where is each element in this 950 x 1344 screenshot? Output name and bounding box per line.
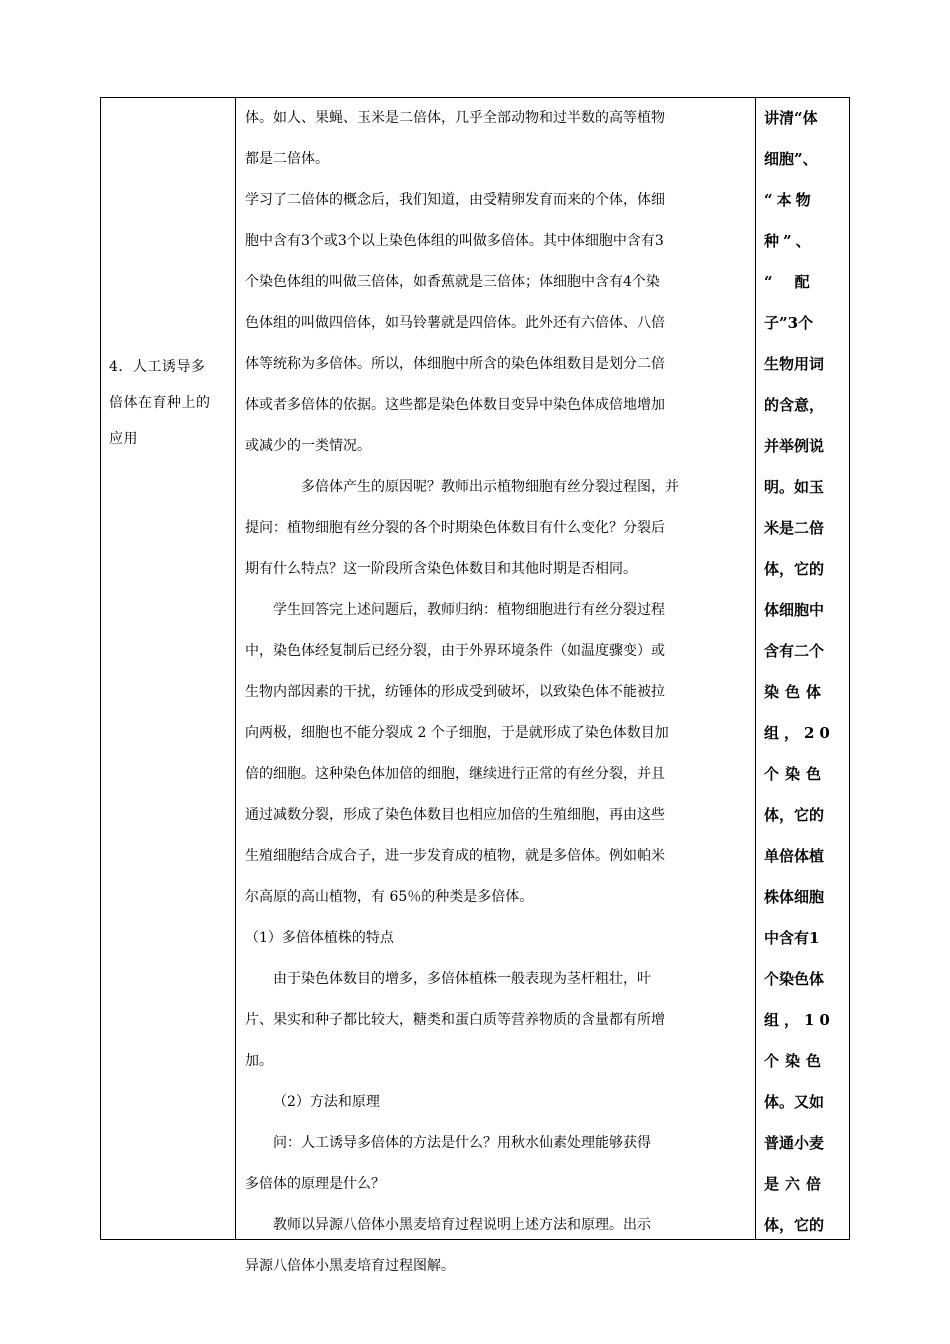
column-divider xyxy=(235,98,236,1239)
content-line: 体或者多倍体的依据。这些都是染色体数目变异中染色体成倍地增加 xyxy=(245,397,665,413)
topic-line: 倍体在育种上的 xyxy=(109,395,211,411)
note-line: 生物用词 xyxy=(764,355,825,373)
subheading: （1）多倍体植株的特点 xyxy=(245,930,394,946)
note-line: “本物 xyxy=(764,191,815,209)
note-line: 普通小麦 xyxy=(764,1134,825,1152)
teacher-notes-cell xyxy=(764,98,844,1246)
note-line: 并举例说 xyxy=(764,437,825,455)
note-line: 种”、 xyxy=(764,232,815,250)
note-line: 体，它的 xyxy=(764,1216,825,1234)
note-line: 组，20 xyxy=(764,724,835,742)
content-line: 个染色体组的叫做三倍体，如香蕉就是三倍体；体细胞中含有4个染 xyxy=(245,274,660,290)
content-line: 多倍体的原理是什么？ xyxy=(245,1176,385,1192)
content-line: 胞中含有3个或3个以上染色体组的叫做多倍体。其中体细胞中含有3 xyxy=(245,233,664,249)
content-line: 生殖细胞结合成合子，进一步发育成的植物，就是多倍体。例如帕米 xyxy=(245,848,665,864)
note-line: 明。如玉 xyxy=(764,478,825,496)
note-line: “配 xyxy=(764,273,832,291)
content-line: 体等统称为多倍体。所以，体细胞中所含的染色体组数目是划分二倍 xyxy=(245,356,665,372)
note-line: 是六倍 xyxy=(764,1175,828,1193)
note-line: 讲清“体 xyxy=(764,109,818,127)
note-line: 株体细胞 xyxy=(764,888,825,906)
content-line: 倍的细胞。这种染色体加倍的细胞，继续进行正常的有丝分裂，并且 xyxy=(245,766,665,782)
content-line: 通过减数分裂，形成了染色体数目也相应加倍的生殖细胞，再由这些 xyxy=(245,807,665,823)
topic-line: 4．人工诱导多 xyxy=(109,359,206,375)
note-line: 的含意， xyxy=(764,396,825,414)
note-line: 组，10 xyxy=(764,1011,835,1029)
content-line: 中，染色体经复制后已经分裂，由于外界环境条件（如温度骤变）或 xyxy=(245,643,665,659)
content-line: 加。 xyxy=(245,1053,273,1069)
content-line: 生物内部因素的干扰，纺锤体的形成受到破坏，以致染色体不能被拉 xyxy=(245,684,665,700)
note-line: 含有二个 xyxy=(764,642,825,660)
note-line: 个染色 xyxy=(764,765,828,783)
content-line: 异源八倍体小黑麦培育过程图解。 xyxy=(245,1258,455,1274)
subheading: （2）方法和原理 xyxy=(273,1094,380,1110)
content-line: 学习了二倍体的概念后，我们知道，由受精卵发育而来的个体，体细 xyxy=(245,192,665,208)
content-line: 由于染色体数目的增多，多倍体植株一般表现为茎杆粗壮，叶 xyxy=(273,971,651,987)
teaching-content-cell xyxy=(245,98,753,1287)
note-line: 个染色 xyxy=(764,1052,828,1070)
note-line: 子”3个 xyxy=(764,314,814,332)
note-line: 细胞”、 xyxy=(764,150,818,168)
content-line: 色体组的叫做四倍体，如马铃薯就是四倍体。此外还有六倍体、八倍 xyxy=(245,315,665,331)
content-line: 都是二倍体。 xyxy=(245,151,329,167)
content-line: 提问：植物细胞有丝分裂的各个时期染色体数目有什么变化？分裂后 xyxy=(245,520,665,536)
note-line: 米是二倍 xyxy=(764,519,825,537)
content-line: 或减少的一类情况。 xyxy=(245,438,371,454)
content-line: 尔高原的高山植物，有 65％的种类是多倍体。 xyxy=(245,889,534,905)
content-line: 期有什么特点？这一阶段所含染色体数目和其他时期是否相同。 xyxy=(245,561,637,577)
note-line: 个染色体 xyxy=(764,970,825,988)
content-line: 向两极，细胞也不能分裂成 2 个子细胞，于是就形成了染色体数目加 xyxy=(245,725,669,741)
content-line: 体。如人、果蝇、玉米是二倍体，几乎全部动物和过半数的高等植物 xyxy=(245,110,665,126)
content-line: 问：人工诱导多倍体的方法是什么？用秋水仙素处理能够获得 xyxy=(273,1135,651,1151)
note-line: 体，它的 xyxy=(764,560,825,578)
note-line: 单倍体植 xyxy=(764,847,825,865)
topic-line: 应用 xyxy=(109,431,138,447)
note-line: 体细胞中 xyxy=(764,601,825,619)
note-line: 中含有1 xyxy=(764,929,820,947)
content-line: 教师以异源八倍体小黑麦培育过程说明上述方法和原理。出示 xyxy=(273,1217,651,1233)
column-divider xyxy=(755,98,756,1239)
topic-cell xyxy=(109,349,231,457)
note-line: 染色体 xyxy=(764,683,828,701)
content-line: 多倍体产生的原因呢？教师出示植物细胞有丝分裂过程图，并 xyxy=(301,479,679,495)
note-line: 体，它的 xyxy=(764,806,825,824)
content-line: 片、果实和种子都比较大，糖类和蛋白质等营养物质的含量都有所增 xyxy=(245,1012,665,1028)
note-line: 体。又如 xyxy=(764,1093,825,1111)
lesson-table xyxy=(100,97,850,1274)
content-line: 学生回答完上述问题后，教师归纳：植物细胞进行有丝分裂过程 xyxy=(273,602,665,618)
